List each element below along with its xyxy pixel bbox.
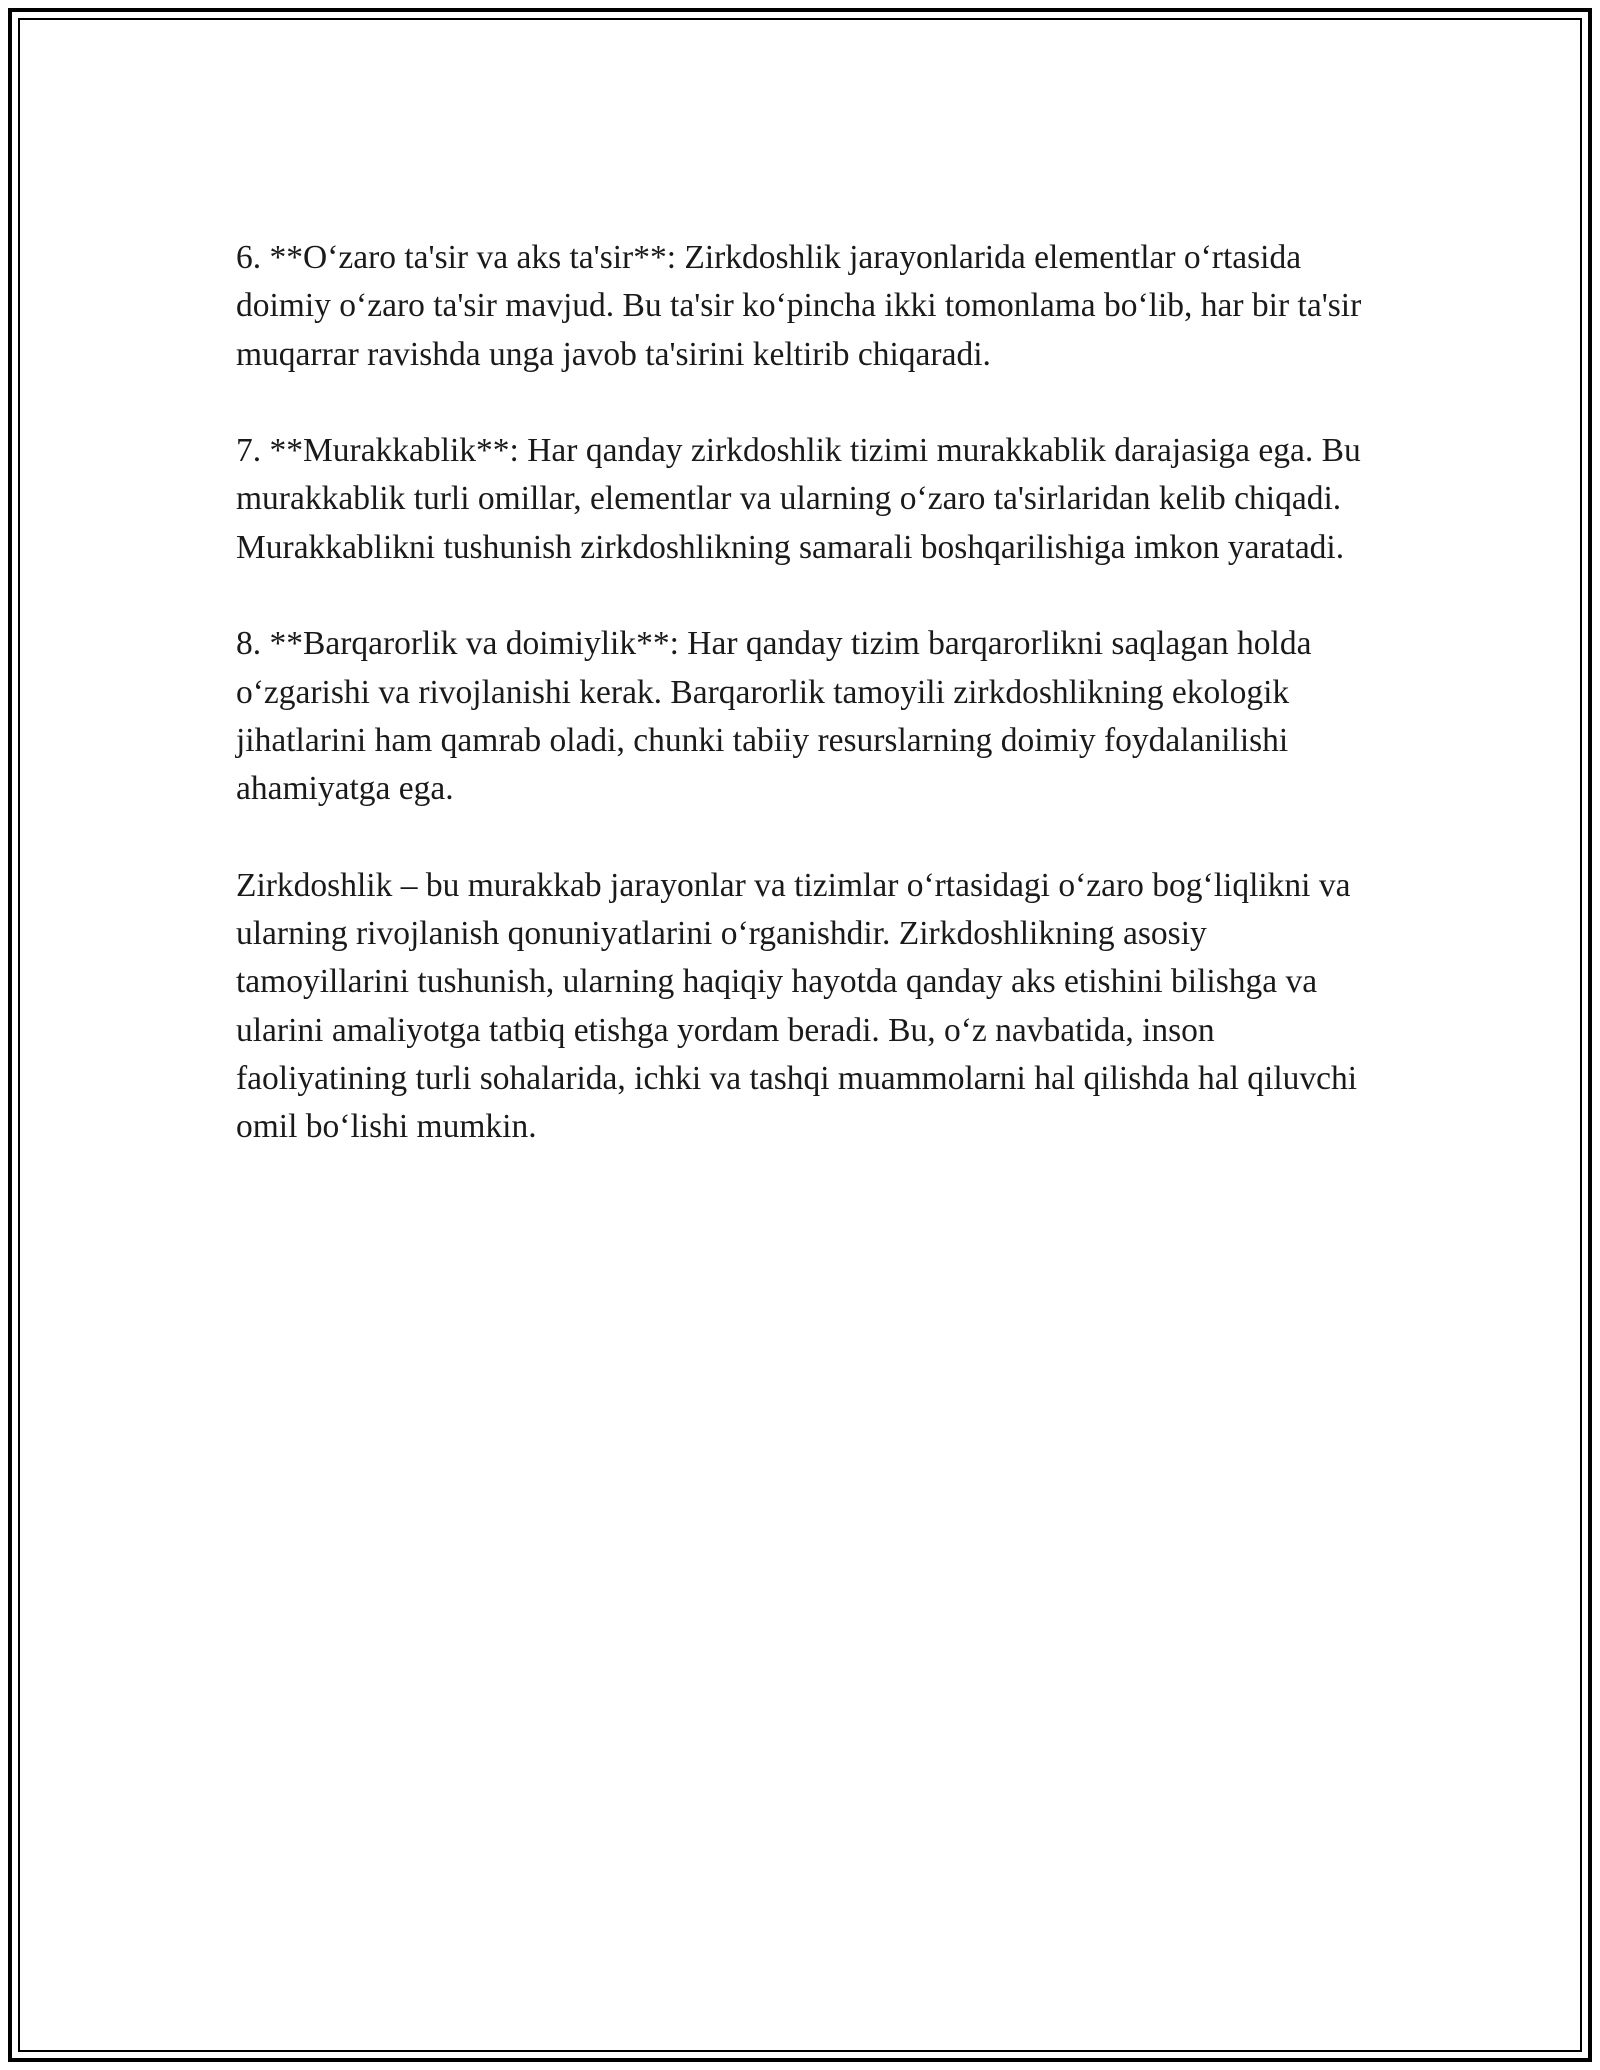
paragraph-conclusion: Zirkdoshlik – bu murakkab jarayonlar va tizimlar o‘rtasidagi o‘zaro bog‘liqlikni va ularning rivojlanish qonuniyatlarini o‘rganishdir. Zirkdoshlikning asosiy tamoyillarini tushunish, ularning haqiqiy hayotda qanday aks etishini bilishga va ularini amaliyotga tatbiq etishga yordam beradi. Bu, o‘z navbatida, inson faoliyatining turli sohalarida, ichki va tashqi muammolarni hal qilishda hal qiluvchi omil bo‘lishi mumkin.: [236, 866, 1358, 1146]
paragraph-item-8: 8. **Barqarorlik va doimiylik**: Har qanday tizim barqarorlikni saqlagan holda o‘zgarishi va rivojlanishi kerak. Barqarorlik tamoyili zirkdoshlikning ekologik jihatlarini ham qamrab oladi, chunki tabiiy resurslarning doimiy foydalanilishi ahamiyatga ega.: [236, 625, 1312, 808]
paragraph-item-7: 7. **Murakkablik**: Har qanday zirkdoshlik tizimi murakkablik darajasiga ega. Bu murakkablik turli omillar, elementlar va ularning o‘zaro ta'sirlaridan kelib chiqadi. Murakkablikni tushunish zirkdoshlikning samarali boshqarilishiga imkon yaratadi.: [236, 432, 1361, 566]
paragraph-item-6: 6. **O‘zaro ta'sir va aks ta'sir**: Zirkdoshlik jarayonlarida elementlar o‘rtasida doimiy o‘zaro ta'sir mavjud. Bu ta'sir ko‘pincha ikki tomonlama bo‘lib, har bir ta'sir muqarrar ravishda unga javob ta'sirini keltirib chiqaradi.: [236, 239, 1362, 373]
document-body: [236, 234, 1376, 1152]
